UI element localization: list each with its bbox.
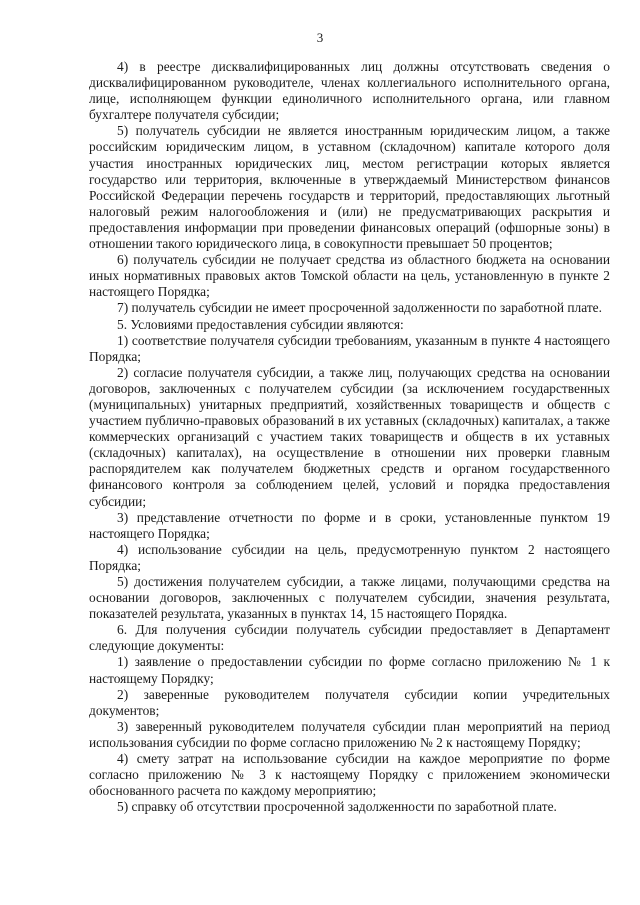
- paragraph-5-2: 2) согласие получателя субсидии, а также лиц, получающих средства на основании договоров, заключенных с получателем субсидии (за исключением государственных (муниципальных) унитарных предприятий, хозяйственных товариществ и обществ с участием публично-правовых образований в их уставных (складочных) капиталах, а также коммерческих организаций с участием таких товариществ и обществ в их уставных (складочных) капиталах), на осуществление в отношении них проверки главным распорядителем как получателем бюджетных средств и органом государственного финансового контроля за соблюдением целей, условий и порядка предоставления субсидии;: [89, 364, 610, 509]
- paragraph-4-5: 5) получатель субсидии не является иностранным юридическим лицом, а также российским юридическим лицом, в уставном (складочном) капитале которого доля участия иностранных юридических лиц, местом регистрации которых является государство или территория, включенные в утверждаемый Министерством финансов Российской Федерации перечень государств и территорий, предоставляющих льготный налоговый режим налогообложения и (или) не предусматривающих раскрытия и предоставления информации при проведении финансовых операций (офшорные зоны) в отношении такого юридического лица, в совокупности превышает 50 процентов;: [89, 123, 610, 252]
- paragraph-6-1: 1) заявление о предоставлении субсидии по форме согласно приложению № 1 к настоящему Порядку;: [89, 654, 610, 686]
- paragraph-6-3: 3) заверенный руководителем получателя субсидии план мероприятий на период использования субсидии по форме согласно приложению № 2 к настоящему Порядку;: [89, 718, 610, 750]
- paragraph-4-4: 4) в реестре дисквалифицированных лиц должны отсутствовать сведения о дисквалифицированном руководителе, членах коллегиального исполнительного органа, лице, исполняющем функции единоличного исполнительного органа, или главном бухгалтере получателя субсидии;: [89, 59, 610, 123]
- paragraph-6-5: 5) справку об отсутствии просроченной задолженности по заработной плате.: [117, 799, 557, 815]
- paragraph-5-3: 3) представление отчетности по форме и в сроки, установленные пунктом 19 настоящего Порядка;: [89, 509, 610, 541]
- section-5-heading: 5. Условиями предоставления субсидии являются:: [117, 316, 404, 332]
- paragraph-6-4: 4) смету затрат на использование субсидии на каждое мероприятие по форме согласно приложению № 3 к настоящему Порядку с приложением экономически обоснованного расчета по каждому мероприятию;: [89, 751, 610, 799]
- paragraph-5-5: 5) достижения получателем субсидии, а также лицами, получающими средства на основании договоров, заключенных с получателем субсидии, значения результата, показателей результата, указанных в пунктах 14, 15 настоящего Порядка.: [89, 574, 610, 622]
- document-body: [89, 59, 610, 815]
- paragraph-4-6: 6) получатель субсидии не получает средства из областного бюджета на основании иных нормативных правовых актов Томской области на цель, установленную в пункте 2 настоящего Порядка;: [89, 252, 610, 300]
- paragraph-5-4: 4) использование субсидии на цель, предусмотренную пунктом 2 настоящего Порядка;: [89, 541, 610, 573]
- page-number: 3: [316, 30, 324, 45]
- section-6-heading: 6. Для получения субсидии получатель субсидии предоставляет в Департамент следующие документы:: [89, 622, 610, 654]
- paragraph-6-2: 2) заверенные руководителем получателя субсидии копии учредительных документов;: [89, 686, 610, 718]
- paragraph-5-1: 1) соответствие получателя субсидии требованиям, указанным в пункте 4 настоящего Порядка;: [89, 332, 610, 364]
- paragraph-4-7: 7) получатель субсидии не имеет просроченной задолженности по заработной плате.: [117, 300, 602, 316]
